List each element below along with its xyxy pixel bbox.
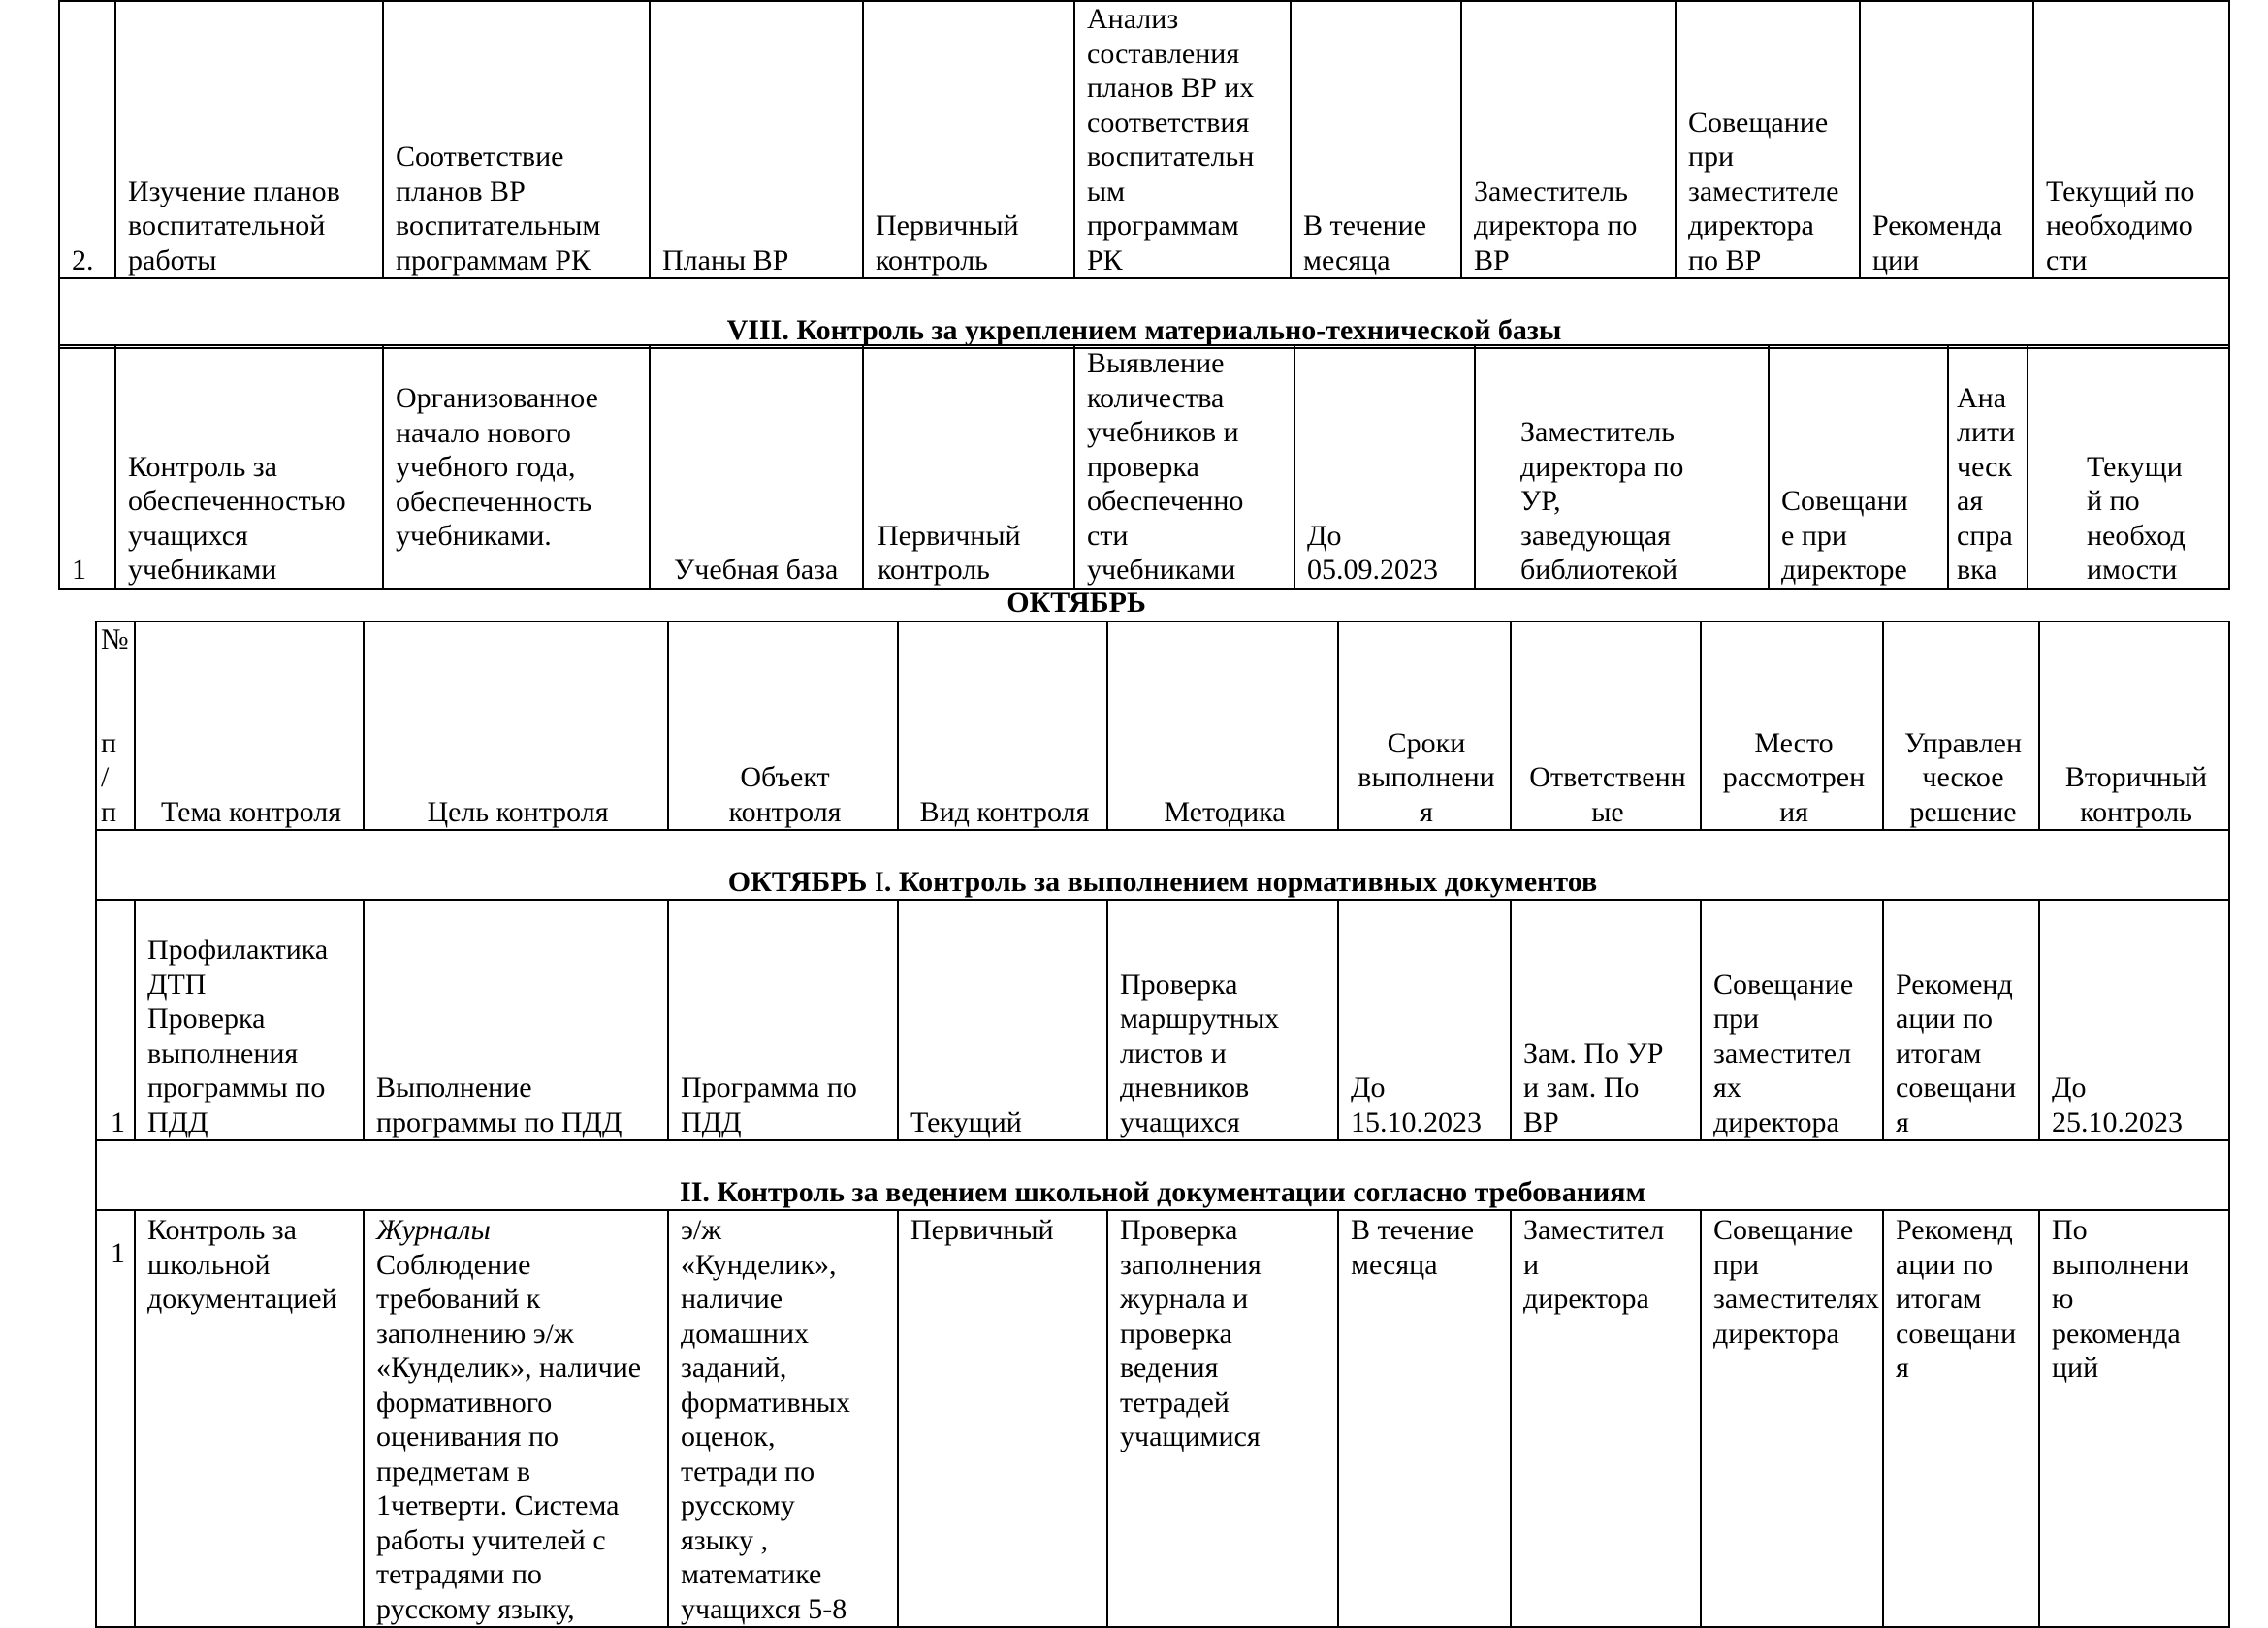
section-row bbox=[59, 278, 2229, 348]
col-header-secondary: Вторичный контроль bbox=[2039, 622, 2229, 830]
cell-deadline: В течение месяца bbox=[1338, 1210, 1511, 1627]
col-header-object: Объект контроля bbox=[668, 622, 898, 830]
cell-goal: Выполнение программы по ПДД bbox=[364, 900, 668, 1140]
cell-method: Проверка маршрутных листов и дневников учащихся bbox=[1107, 900, 1338, 1140]
cell-decision: Рекоменд ации по итогам совещани я bbox=[1883, 1210, 2039, 1627]
textbooks-table bbox=[58, 344, 2230, 590]
cell-goal: Соответствие планов ВР воспитательным программам РК bbox=[383, 1, 650, 278]
cell-type: Текущий bbox=[898, 900, 1107, 1140]
col-header-deadline: Сроки выполнени я bbox=[1338, 622, 1511, 830]
cell-responsible: Заместитель директора по УР, заведующая библиотекой bbox=[1475, 345, 1769, 589]
section-roman-numeral: I bbox=[874, 865, 884, 898]
cell-responsible: Заместитель директора по ВР bbox=[1461, 1, 1676, 278]
cell-topic: Изучение планов воспитательной работы bbox=[115, 1, 383, 278]
section-heading-i bbox=[96, 830, 2229, 900]
cell-decision: Ана лити ческ ая спра вка bbox=[1948, 345, 2028, 589]
cell-type: Первичный bbox=[898, 1210, 1107, 1627]
col-header-responsible: Ответственн ые bbox=[1511, 622, 1701, 830]
cell-place: Совещание при заместител ях директора bbox=[1701, 900, 1883, 1140]
col-header-type: Вид контроля bbox=[898, 622, 1107, 830]
goal-text: Соблюдение требований к заполнению э/ж «Кунделик», наличие формативного оценивания по предметам в 1четверти. Система работы учителей с тетрадями по русскому языку, bbox=[376, 1248, 642, 1625]
section-month-label: ОКТЯБРЬ bbox=[727, 865, 868, 898]
cell-topic: Контроль за школьной документацией bbox=[135, 1210, 364, 1627]
row-number: 1 bbox=[59, 345, 115, 589]
row-number: 1 bbox=[96, 900, 135, 1140]
section-row bbox=[96, 1140, 2229, 1210]
cell-object: э/ж «Кунделик», наличие домашних заданий, формативных оценок, тетради по русскому языку , математике учащихся 5-8 bbox=[668, 1210, 898, 1627]
cell-responsible: Заместител и директора bbox=[1511, 1210, 1701, 1627]
row-number: 1 bbox=[96, 1210, 135, 1627]
cell-topic: Профилактика ДТП Проверка выполнения программы по ПДД bbox=[135, 900, 364, 1140]
cell-type: Первичный контроль bbox=[863, 1, 1074, 278]
cell-decision: Рекоменд ации по итогам совещани я bbox=[1883, 900, 2039, 1140]
section-heading-viii: VIII. Контроль за укреплением материально-технической базы bbox=[59, 278, 2229, 348]
cell-secondary: До 25.10.2023 bbox=[2039, 900, 2229, 1140]
month-title: ОКТЯБРЬ bbox=[1006, 587, 1146, 619]
section-heading-ii: II. Контроль за ведением школьной документации согласно требованиям bbox=[96, 1140, 2229, 1210]
cell-method: Выявление количества учебников и проверка обеспеченно сти учебниками bbox=[1074, 345, 1294, 589]
cell-secondary: Текущий по необходимо сти bbox=[2033, 1, 2229, 278]
cell-deadline: До 15.10.2023 bbox=[1338, 900, 1511, 1140]
cell-method: Анализ составления планов ВР их соответствия воспитательн ым программам РК bbox=[1074, 1, 1291, 278]
cell-goal: Организованное начало нового учебного года, обеспеченность учебниками. bbox=[383, 345, 650, 589]
cell-place: Совещание при заместителе директора по ВР bbox=[1676, 1, 1860, 278]
top-table bbox=[58, 0, 2230, 349]
cell-deadline: В течение месяца bbox=[1291, 1, 1461, 278]
col-header-place: Место рассмотрен ия bbox=[1701, 622, 1883, 830]
section-row bbox=[96, 830, 2229, 900]
table-row bbox=[96, 900, 2229, 1140]
col-header-goal: Цель контроля bbox=[364, 622, 668, 830]
section-title: . Контроль за выполнением нормативных документов bbox=[883, 865, 1598, 898]
cell-object: Программа по ПДД bbox=[668, 900, 898, 1140]
col-header-decision: Управлен ческое решение bbox=[1883, 622, 2039, 830]
col-header-method: Методика bbox=[1107, 622, 1338, 830]
cell-goal bbox=[364, 1210, 668, 1627]
table-row bbox=[59, 345, 2229, 589]
header-row bbox=[96, 622, 2229, 830]
cell-method: Проверка заполнения журнала и проверка ведения тетрадей учащимися bbox=[1107, 1210, 1338, 1627]
col-header-topic: Тема контроля bbox=[135, 622, 364, 830]
cell-place: Совещание при заместителях директора bbox=[1701, 1210, 1883, 1627]
cell-object: Планы ВР bbox=[650, 1, 863, 278]
cell-place: Совещани е при директоре bbox=[1769, 345, 1948, 589]
cell-decision: Рекоменда ции bbox=[1860, 1, 2033, 278]
cell-type: Первичный контроль bbox=[863, 345, 1074, 589]
cell-responsible: Зам. По УР и зам. По ВР bbox=[1511, 900, 1701, 1140]
row-number: 2. bbox=[59, 1, 115, 278]
table-row bbox=[59, 1, 2229, 278]
cell-secondary: Текущи й по необход имости bbox=[2028, 345, 2229, 589]
october-table bbox=[95, 621, 2230, 1628]
cell-topic: Контроль за обеспеченностью учащихся учебниками bbox=[115, 345, 383, 589]
cell-object: Учебная база bbox=[650, 345, 863, 589]
goal-italic-label: Журналы bbox=[376, 1214, 491, 1246]
cell-secondary: По выполнени ю рекоменда ций bbox=[2039, 1210, 2229, 1627]
cell-deadline: До 05.09.2023 bbox=[1294, 345, 1475, 589]
table-row bbox=[96, 1210, 2229, 1627]
col-header-number: № п / п bbox=[96, 622, 135, 830]
